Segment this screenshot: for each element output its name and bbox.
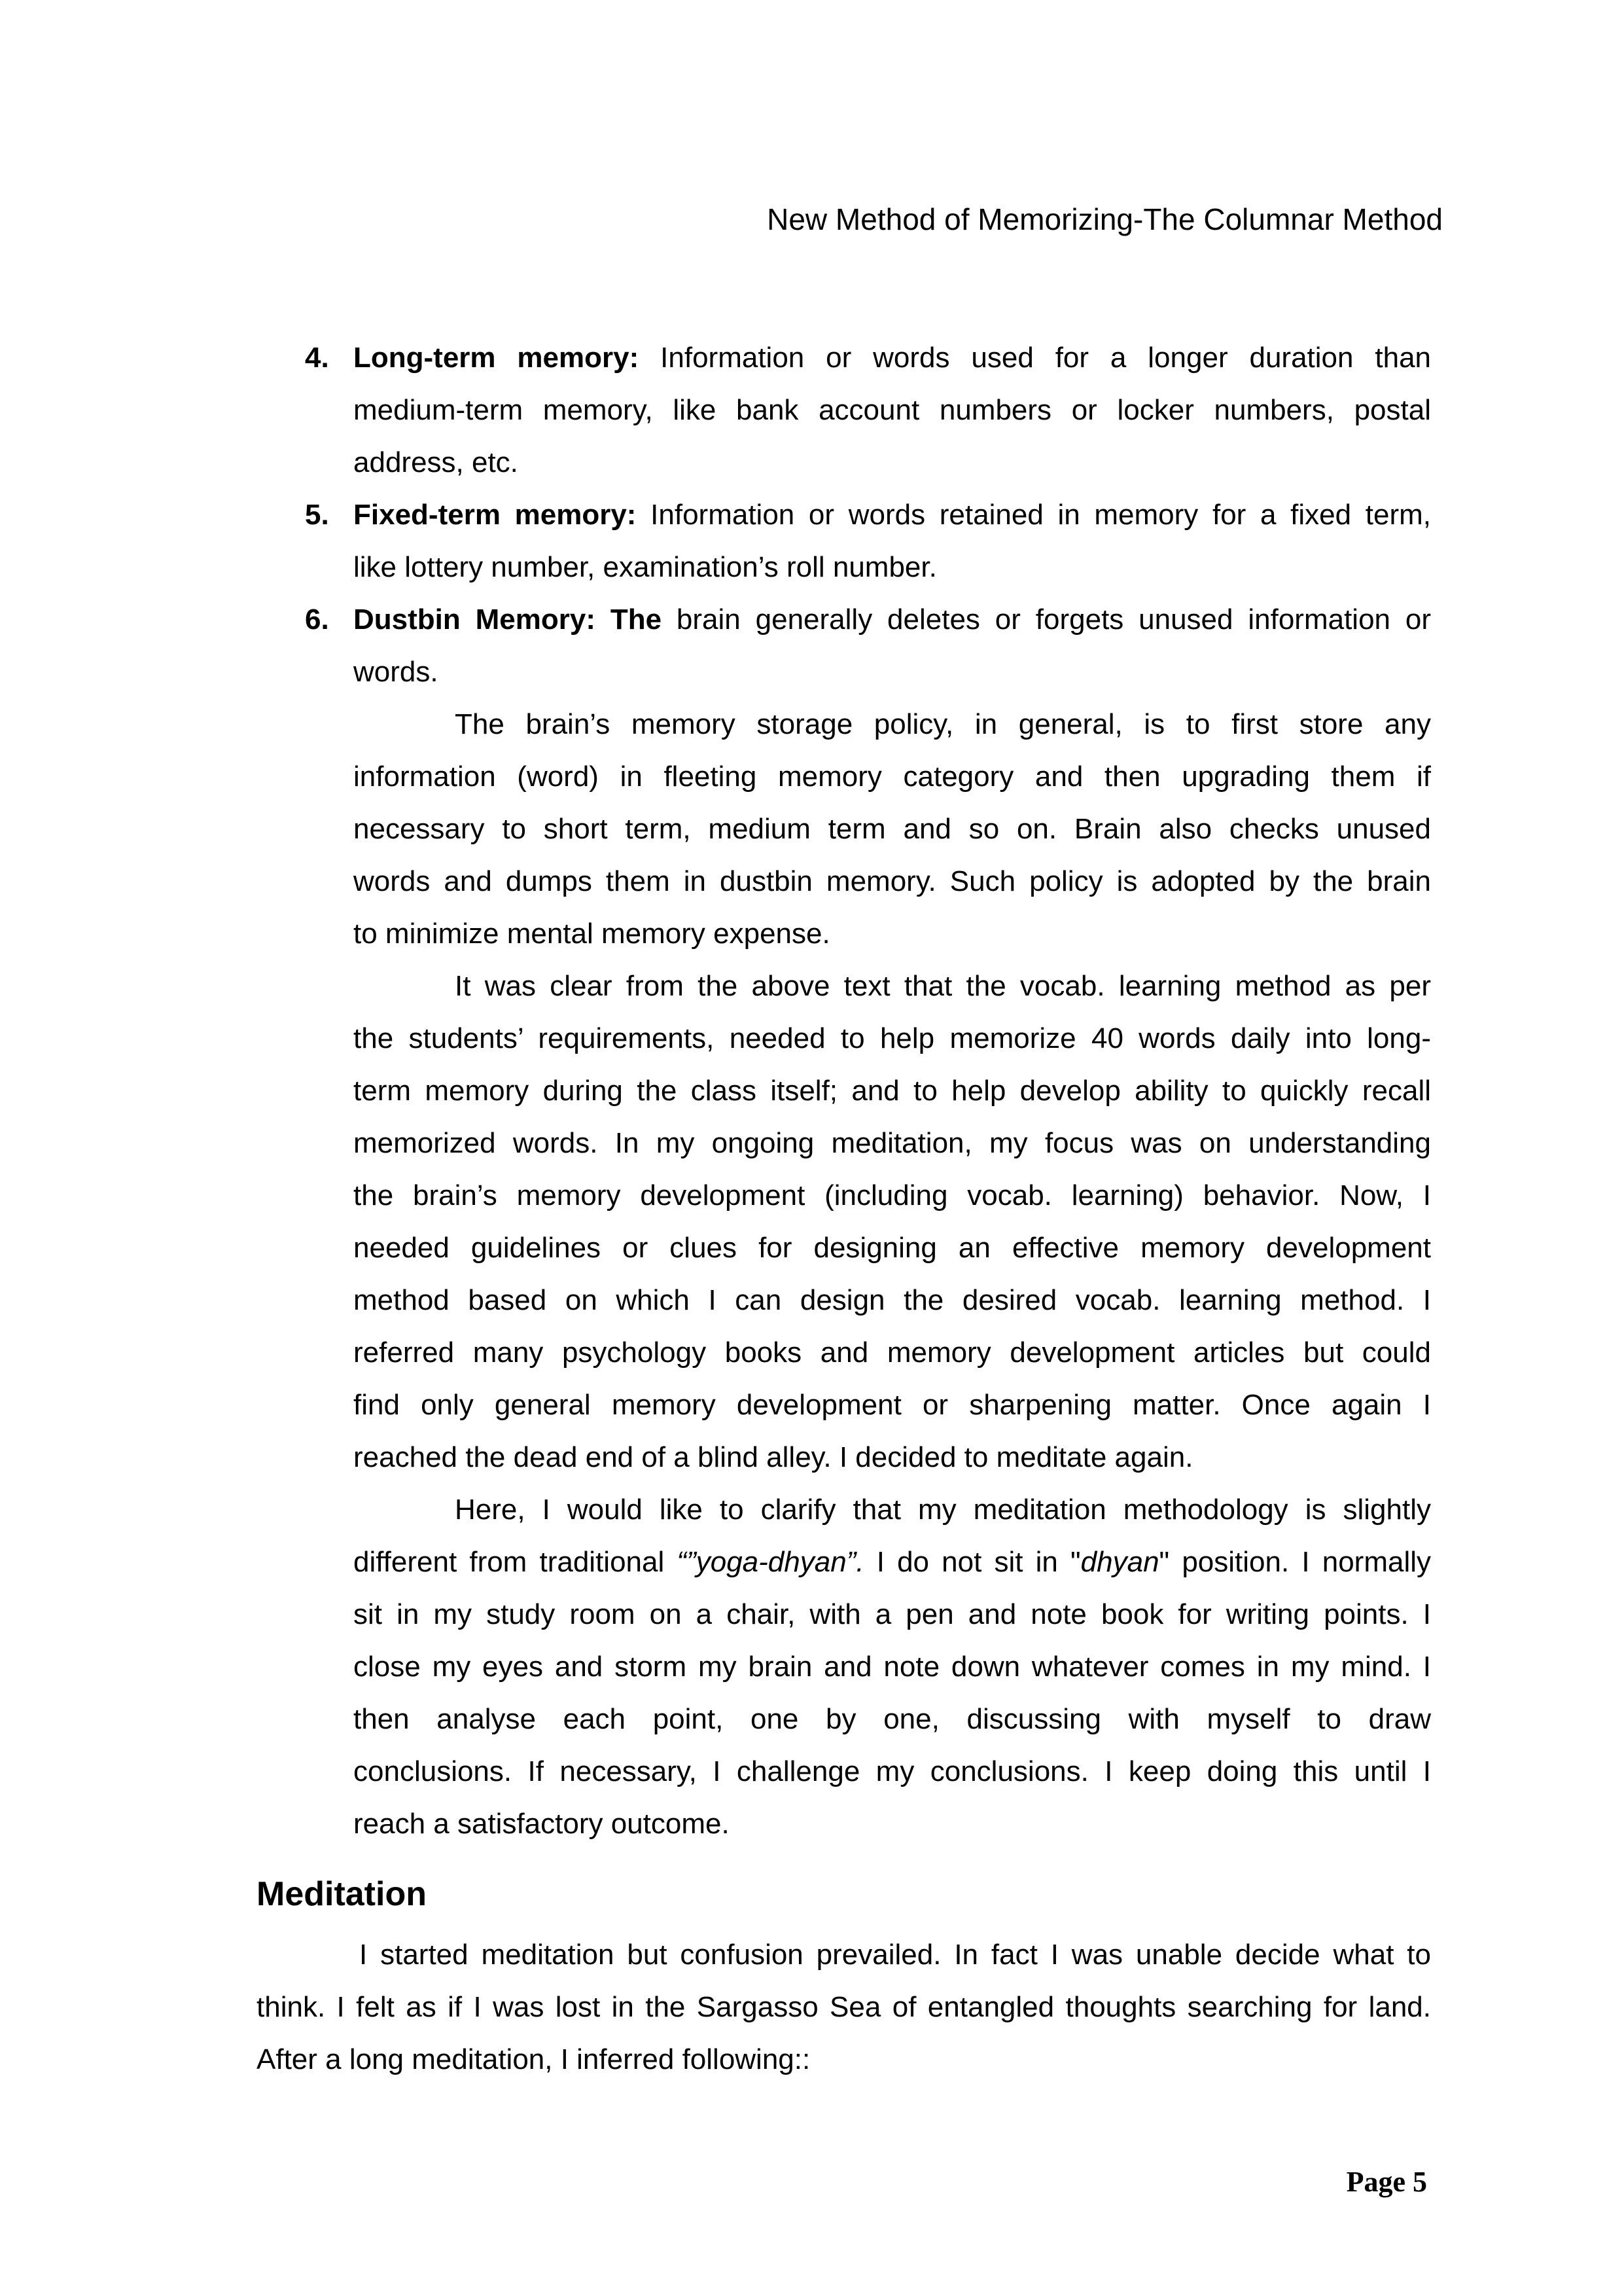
page-header-title: New Method of Memorizing-The Columnar Method: [767, 202, 1443, 236]
text-line: [353, 1013, 1431, 1065]
text-line: [353, 541, 1431, 594]
list-item: [305, 489, 1431, 594]
text-segment: Long-term memory:: [353, 342, 639, 374]
text-segment: find only general memory development or sharpening matter. Once again I: [353, 1389, 1431, 1421]
text-segment: address, etc.: [353, 446, 518, 478]
text-line: [353, 751, 1431, 803]
text-segment: different from traditional: [353, 1546, 677, 1578]
text-segment: Dustbin Memory: The: [353, 603, 662, 636]
text-segment: I started meditation but confusion prevailed. In fact I was unable decide what to: [359, 1939, 1431, 1971]
text-line: [353, 489, 1431, 541]
text-segment: brain generally deletes or forgets unused information or: [662, 603, 1432, 636]
text-segment: necessary to short term, medium term and so on. Brain also checks unused: [353, 813, 1431, 845]
text-segment: Information or words retained in memory for a fixed term,: [636, 499, 1431, 531]
text-segment: “”yoga-dhyan”.: [677, 1546, 864, 1578]
page-number: Page 5: [1346, 2166, 1427, 2198]
text-line: [353, 1170, 1431, 1222]
text-segment: medium-term memory, like bank account numbers or locker numbers, postal: [353, 394, 1431, 426]
text-line: [353, 1327, 1431, 1379]
list-number: 4.: [305, 342, 329, 374]
text-segment: memorized words. In my ongoing meditation, my focus was on understanding: [353, 1127, 1431, 1159]
text-line: [353, 437, 1431, 489]
text-segment: Information or words used for a longer duration than: [639, 342, 1432, 374]
text-line: [353, 1222, 1431, 1274]
text-segment: method based on which I can design the desired vocab. learning method. I: [353, 1284, 1431, 1316]
text-segment: think. I felt as if I was lost in the Sargasso Sea of entangled thoughts searching for land.: [256, 1991, 1431, 2023]
text-line: [353, 1065, 1431, 1117]
text-line: [353, 384, 1431, 437]
list-item: [305, 594, 1432, 698]
text-segment: the brain’s memory development (including vocab. learning) behavior. Now, I: [353, 1179, 1431, 1211]
text-line: [353, 1641, 1431, 1693]
text-line: [256, 1929, 1431, 1981]
text-segment: conclusions. If necessary, I challenge my conclusions. I keep doing this until I: [353, 1755, 1431, 1787]
section-heading-meditation: Meditation: [256, 1875, 427, 1913]
text-segment: Fixed-term memory:: [353, 499, 637, 531]
list-item: [305, 332, 1432, 489]
text-segment: dhyan: [1080, 1546, 1159, 1578]
text-line: [353, 1117, 1431, 1170]
text-segment: " position. I normally: [1159, 1546, 1431, 1578]
text-line: [353, 646, 1431, 698]
text-line: [353, 908, 1431, 960]
text-segment: like lottery number, examination’s roll number.: [353, 551, 937, 583]
text-segment: referred many psychology books and memory development articles but could: [353, 1336, 1431, 1369]
text-segment: words.: [353, 656, 438, 688]
text-line: [353, 1536, 1431, 1588]
text-line: [256, 1981, 1431, 2034]
text-line: [353, 803, 1431, 855]
paragraph: [353, 1484, 1431, 1850]
text-line: [353, 1484, 1431, 1536]
text-line: [353, 1431, 1431, 1484]
text-segment: Here, I would like to clarify that my meditation methodology is slightly: [455, 1494, 1431, 1526]
meditation-paragraph: [256, 1929, 1431, 2086]
text-line: [353, 1798, 1431, 1850]
list-number: 6.: [305, 603, 329, 636]
text-line: [353, 1588, 1431, 1641]
text-segment: I do not sit in ": [864, 1546, 1081, 1578]
text-line: [353, 855, 1431, 908]
text-segment: needed guidelines or clues for designing an effective memory development: [353, 1232, 1431, 1264]
text-segment: reach a satisfactory outcome.: [353, 1808, 730, 1840]
text-segment: close my eyes and storm my brain and note down whatever comes in my mind. I: [353, 1651, 1431, 1683]
text-segment: the students’ requirements, needed to help memorize 40 words daily into long-: [353, 1022, 1431, 1054]
text-segment: to minimize mental memory expense.: [353, 918, 830, 950]
text-line: [353, 1274, 1431, 1327]
text-line: [353, 960, 1431, 1013]
text-line: [353, 1693, 1431, 1746]
paragraph: [353, 960, 1431, 1484]
text-segment: The brain’s memory storage policy, in general, is to first store any: [455, 708, 1431, 740]
text-line: [353, 1746, 1431, 1798]
text-segment: After a long meditation, I inferred following::: [256, 2043, 811, 2075]
text-segment: sit in my study room on a chair, with a pen and note book for writing points. I: [353, 1598, 1431, 1630]
text-segment: It was clear from the above text that the vocab. learning method as per: [455, 970, 1431, 1002]
text-segment: term memory during the class itself; and to help develop ability to quickly recall: [353, 1075, 1431, 1107]
text-line: [353, 1379, 1431, 1431]
text-segment: information (word) in fleeting memory category and then upgrading them if: [353, 761, 1431, 793]
text-segment: words and dumps them in dustbin memory. Such policy is adopted by the brain: [353, 865, 1431, 897]
text-segment: then analyse each point, one by one, discussing with myself to draw: [353, 1703, 1431, 1735]
body-content: [305, 332, 1432, 1850]
list-number: 5.: [305, 499, 329, 531]
text-line: [353, 594, 1431, 646]
text-line: [353, 332, 1431, 384]
text-line: [256, 2034, 1431, 2086]
text-line: [353, 698, 1431, 751]
text-segment: reached the dead end of a blind alley. I decided to meditate again.: [353, 1441, 1193, 1473]
paragraph: [353, 698, 1431, 960]
